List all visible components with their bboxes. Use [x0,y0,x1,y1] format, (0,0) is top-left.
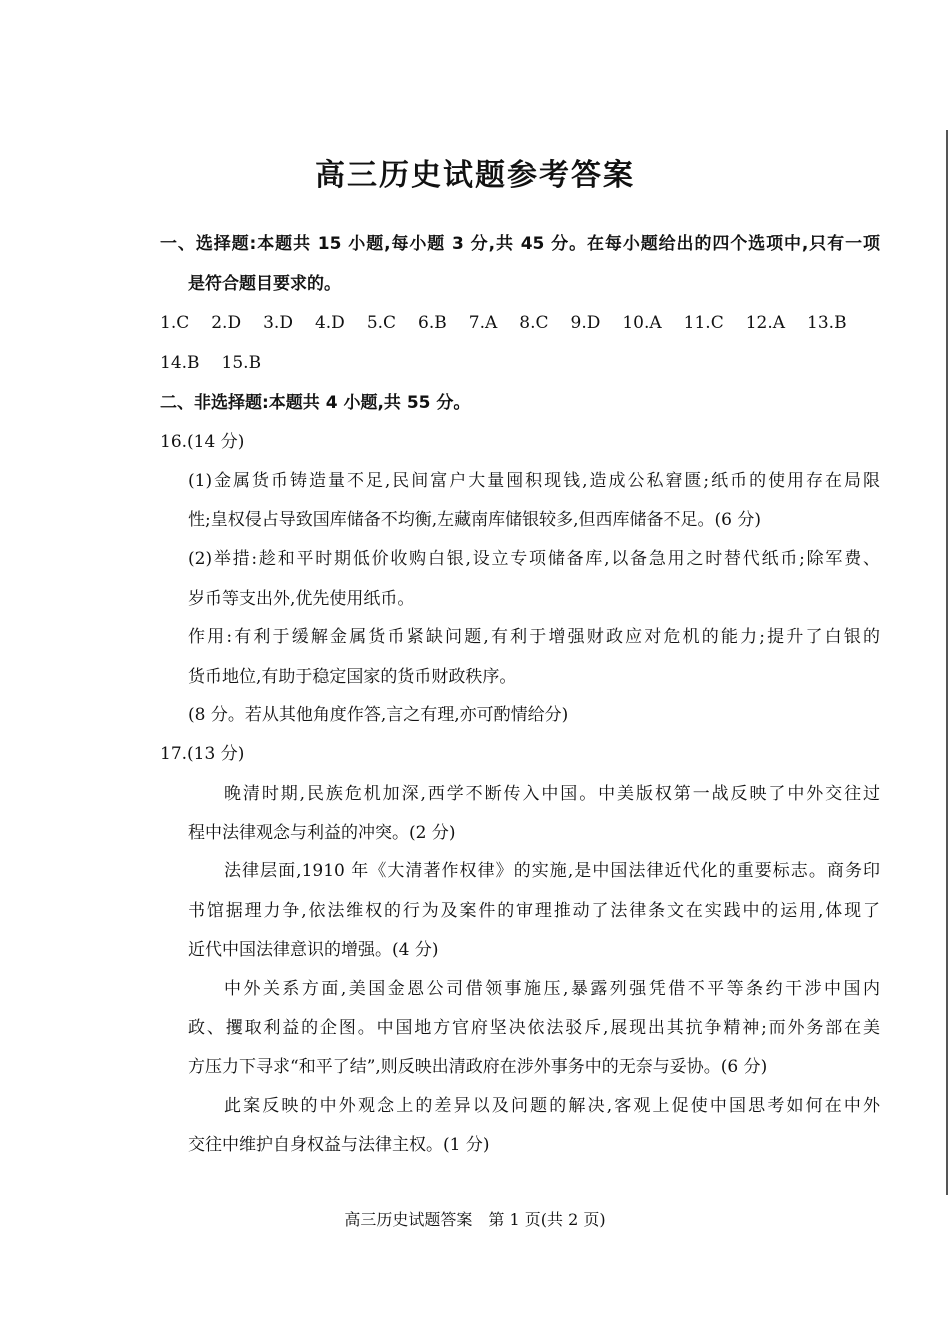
answer-item: 3.D [263,313,293,333]
q17-para4-line1: 此案反映的中外观念上的差异以及问题的解决,客观上促使中国思考如何在中外 [224,1096,880,1116]
scan-edge-divider [946,130,948,1195]
answer-item: 2.D [211,313,242,333]
answers-row-1 [160,309,880,337]
answer-item: 12.A [745,313,786,333]
answer-item: 13.B [807,313,847,333]
q17-para4-line2: 交往中维护自身权益与法律主权。(1 分) [188,1135,490,1155]
q17-para1-line1: 晚清时期,民族危机加深,西学不断传入中国。中美版权第一战反映了中外交往过 [224,784,880,804]
answer-item: 15.B [221,353,262,373]
q17-para3-line1: 中外关系方面,美国金恩公司借领事施压,暴露列强凭借不平等条约干涉中国内 [224,979,880,999]
q17-para3-line2: 政、攫取利益的企图。中国地方官府坚决依法驳斥,展现出其抗争精神;而外务部在美 [188,1018,880,1038]
q16-part1-line1: (1)金属货币铸造量不足,民间富户大量囤积现钱,造成公私窘匮;纸币的使用存在局限 [188,471,880,491]
section1-heading-line2: 是符合题目要求的。 [188,274,341,294]
answer-item: 8.C [519,313,549,333]
q16-label: 16.(14 分) [160,432,245,452]
q17-para3-line3: 方压力下寻求“和平了结”,则反映出清政府在涉外事务中的无奈与妥协。(6 分) [188,1057,768,1077]
section1-heading-line1: 一、选择题:本题共 15 小题,每小题 3 分,共 45 分。在每小题给出的四个选项中,只有一项 [160,234,880,254]
q17-para2-line1: 法律层面,1910 年《大清著作权律》的实施,是中国法律近代化的重要标志。商务印 [224,861,880,881]
answer-item: 7.A [468,313,498,333]
q16-scoring-note: (8 分。若从其他角度作答,言之有理,亦可酌情给分) [188,705,569,725]
answer-item: 11.C [683,313,724,333]
answer-item: 4.D [314,313,345,333]
page-title: 高三历史试题参考答案 [315,158,635,193]
q17-para2-line3: 近代中国法律意识的增强。(4 分) [188,940,439,960]
q17-label: 17.(13 分) [160,744,245,764]
answers-row-2 [160,349,880,377]
q16-effect-line1: 作用:有利于缓解金属货币紧缺问题,有利于增强财政应对危机的能力;提升了白银的 [188,627,880,647]
answer-item: 10.A [622,313,662,333]
q17-para1-line2: 程中法律观念与利益的冲突。(2 分) [188,823,456,843]
answer-item: 5.C [366,313,397,333]
q17-para2-line2: 书馆据理力争,依法维权的行为及案件的审理推动了法律条文在实践中的运用,体现了 [188,901,880,921]
answer-item: 9.D [570,313,601,333]
q16-part2-line1: (2)举措:趁和平时期低价收购白银,设立专项储备库,以备急用之时替代纸币;除军费、 [188,549,880,569]
section2-heading: 二、非选择题:本题共 4 小题,共 55 分。 [160,393,471,413]
answer-item: 14.B [160,353,200,373]
q16-part1-line2: 性;皇权侵占导致国库储备不均衡,左藏南库储银较多,但西库储备不足。(6 分) [188,510,762,530]
page-footer: 高三历史试题答案 第 1 页(共 2 页) [344,1210,606,1229]
q16-part2-line2: 岁币等支出外,优先使用纸币。 [188,589,415,609]
answer-item: 1.C [160,313,190,333]
q16-effect-line2: 货币地位,有助于稳定国家的货币财政秩序。 [188,667,517,687]
answer-item: 6.B [418,313,447,333]
